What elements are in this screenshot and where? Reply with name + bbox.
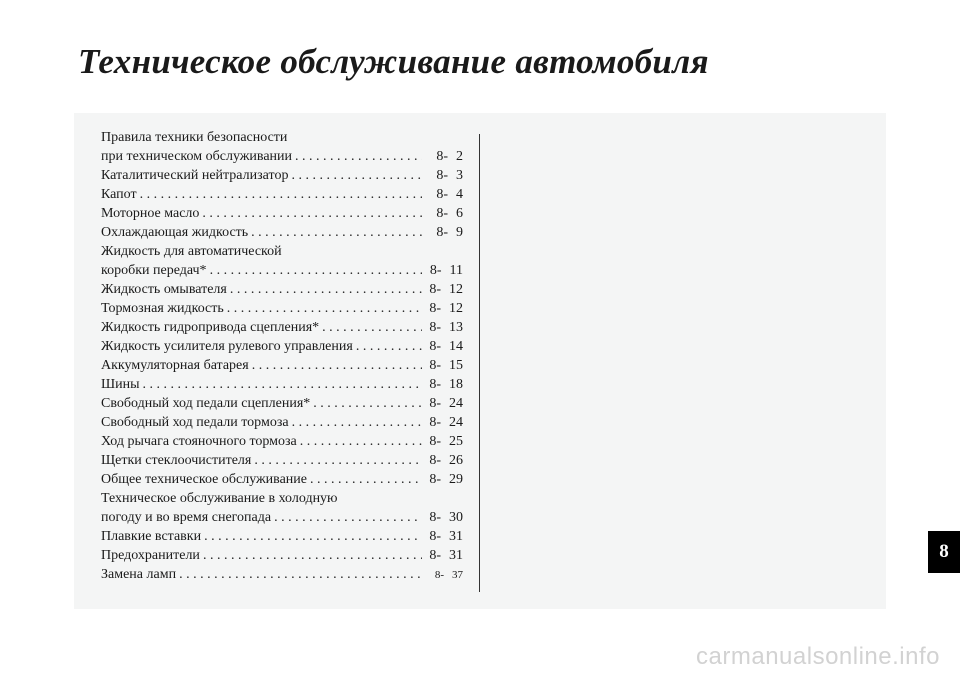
toc-page-ref: 8- 3 — [436, 168, 463, 183]
toc-entry[interactable] — [101, 413, 463, 432]
toc-entry[interactable] — [101, 185, 463, 204]
dot-leader — [210, 261, 422, 280]
toc-entry[interactable] — [101, 565, 463, 584]
toc-page-ref: 8- 31 — [429, 529, 463, 544]
toc-entry-label: Капот — [101, 187, 137, 202]
dot-leader — [204, 527, 422, 546]
dot-leader — [254, 451, 422, 470]
section-tab[interactable]: 8 — [928, 531, 960, 573]
toc-entry[interactable] — [101, 204, 463, 223]
toc-entry-label: Жидкость усилителя рулевого управления — [101, 339, 353, 354]
toc-entry-label: Жидкость гидропривода сцепления* — [101, 320, 320, 335]
dot-leader — [230, 280, 422, 299]
dot-leader — [140, 185, 422, 204]
toc-entry[interactable] — [101, 166, 463, 185]
toc-page-ref: 8- 25 — [429, 434, 463, 449]
toc-entry-label: Плавкие вставки — [101, 529, 202, 544]
toc-page-ref: 8- 14 — [429, 339, 463, 354]
toc-page-ref: 8- 11 — [429, 263, 463, 278]
toc-entry[interactable] — [101, 546, 463, 565]
toc-entry-label: Свободный ход педали тормоза — [101, 415, 289, 430]
toc-page-ref: 8- 18 — [429, 377, 463, 392]
toc-entry[interactable] — [101, 147, 463, 166]
toc-entry[interactable] — [101, 318, 463, 337]
toc-entry[interactable] — [101, 508, 463, 527]
toc-entry-label: Аккумуляторная батарея — [101, 358, 249, 373]
toc-entry[interactable] — [101, 337, 463, 356]
toc-entry-label: Моторное масло — [101, 206, 200, 221]
toc-entry[interactable] — [101, 375, 463, 394]
toc-entry[interactable] — [101, 451, 463, 470]
dot-leader — [295, 147, 422, 166]
dot-leader — [291, 166, 422, 185]
toc-page-ref: 8- 26 — [429, 453, 463, 468]
toc-entry[interactable] — [101, 470, 463, 489]
toc-entry[interactable] — [101, 432, 463, 451]
page-title: Техническое обслуживание автомобиля — [78, 42, 709, 81]
dot-leader — [310, 470, 422, 489]
toc-entry-label: Каталитический нейтрализатор — [101, 168, 289, 183]
toc-entry[interactable] — [101, 223, 463, 242]
dot-leader — [292, 413, 422, 432]
toc-page-ref: 8- 15 — [429, 358, 463, 373]
toc-page-ref: 8- 13 — [429, 320, 463, 335]
toc-entry-label: Техническое обслуживание в холодную — [101, 491, 338, 506]
toc-page-ref: 8- 24 — [429, 415, 463, 430]
toc-entry-label: Замена ламп — [101, 567, 177, 582]
toc-entry-label: Общее техническое обслуживание — [101, 472, 308, 487]
toc-entry-label: Тормозная жидкость — [101, 301, 224, 316]
toc-entry-label: Свободный ход педали сцепления* — [101, 396, 311, 411]
toc-page-ref: 8- 9 — [436, 225, 463, 240]
toc-entry[interactable] — [101, 527, 463, 546]
toc-page-ref: 8- 24 — [429, 396, 463, 411]
dot-leader — [356, 337, 422, 356]
toc-entry-label: Правила техники безопасности — [101, 130, 288, 145]
toc-page-ref: 8- 12 — [429, 282, 463, 297]
toc-entry-label: коробки передач* — [101, 263, 207, 278]
dot-leader — [300, 432, 422, 451]
toc-page-ref: 8- 30 — [429, 510, 463, 525]
toc-entry-label: Жидкость омывателя — [101, 282, 227, 297]
dot-leader — [252, 356, 422, 375]
watermark: carmanualsonline.info — [696, 643, 940, 670]
dot-leader — [179, 565, 422, 584]
toc-entry-label: Ход рычага стояночного тормоза — [101, 434, 297, 449]
toc-page-ref: 8- 37 — [434, 569, 463, 581]
toc-entry-label: Охлаждающая жидкость — [101, 225, 249, 240]
toc-entry[interactable] — [101, 261, 463, 280]
dot-leader — [203, 546, 422, 565]
toc-entry[interactable] — [101, 356, 463, 375]
table-of-contents — [101, 128, 463, 584]
toc-page-ref: 8- 2 — [436, 149, 463, 164]
toc-entry-label: Предохранители — [101, 548, 200, 563]
toc-entry[interactable] — [101, 299, 463, 318]
toc-entry-label: Щетки стеклоочистителя — [101, 453, 252, 468]
dot-leader — [143, 375, 422, 394]
toc-page-ref: 8- 29 — [429, 472, 463, 487]
dot-leader — [322, 318, 422, 337]
dot-leader — [202, 204, 422, 223]
toc-page-ref: 8- 12 — [429, 301, 463, 316]
toc-entry[interactable] — [101, 394, 463, 413]
toc-entry-label: Жидкость для автоматической — [101, 244, 282, 259]
toc-page-ref: 8- 6 — [436, 206, 463, 221]
toc-page-ref: 8- 4 — [436, 187, 463, 202]
dot-leader — [227, 299, 422, 318]
toc-entry-label: Шины — [101, 377, 140, 392]
dot-leader — [251, 223, 422, 242]
toc-entry-label: погоду и во время снегопада — [101, 510, 272, 525]
column-divider — [479, 134, 480, 592]
dot-leader — [274, 508, 422, 527]
toc-entry-label: при техническом обслуживании — [101, 149, 293, 164]
toc-entry[interactable] — [101, 280, 463, 299]
dot-leader — [313, 394, 422, 413]
toc-page-ref: 8- 31 — [429, 548, 463, 563]
